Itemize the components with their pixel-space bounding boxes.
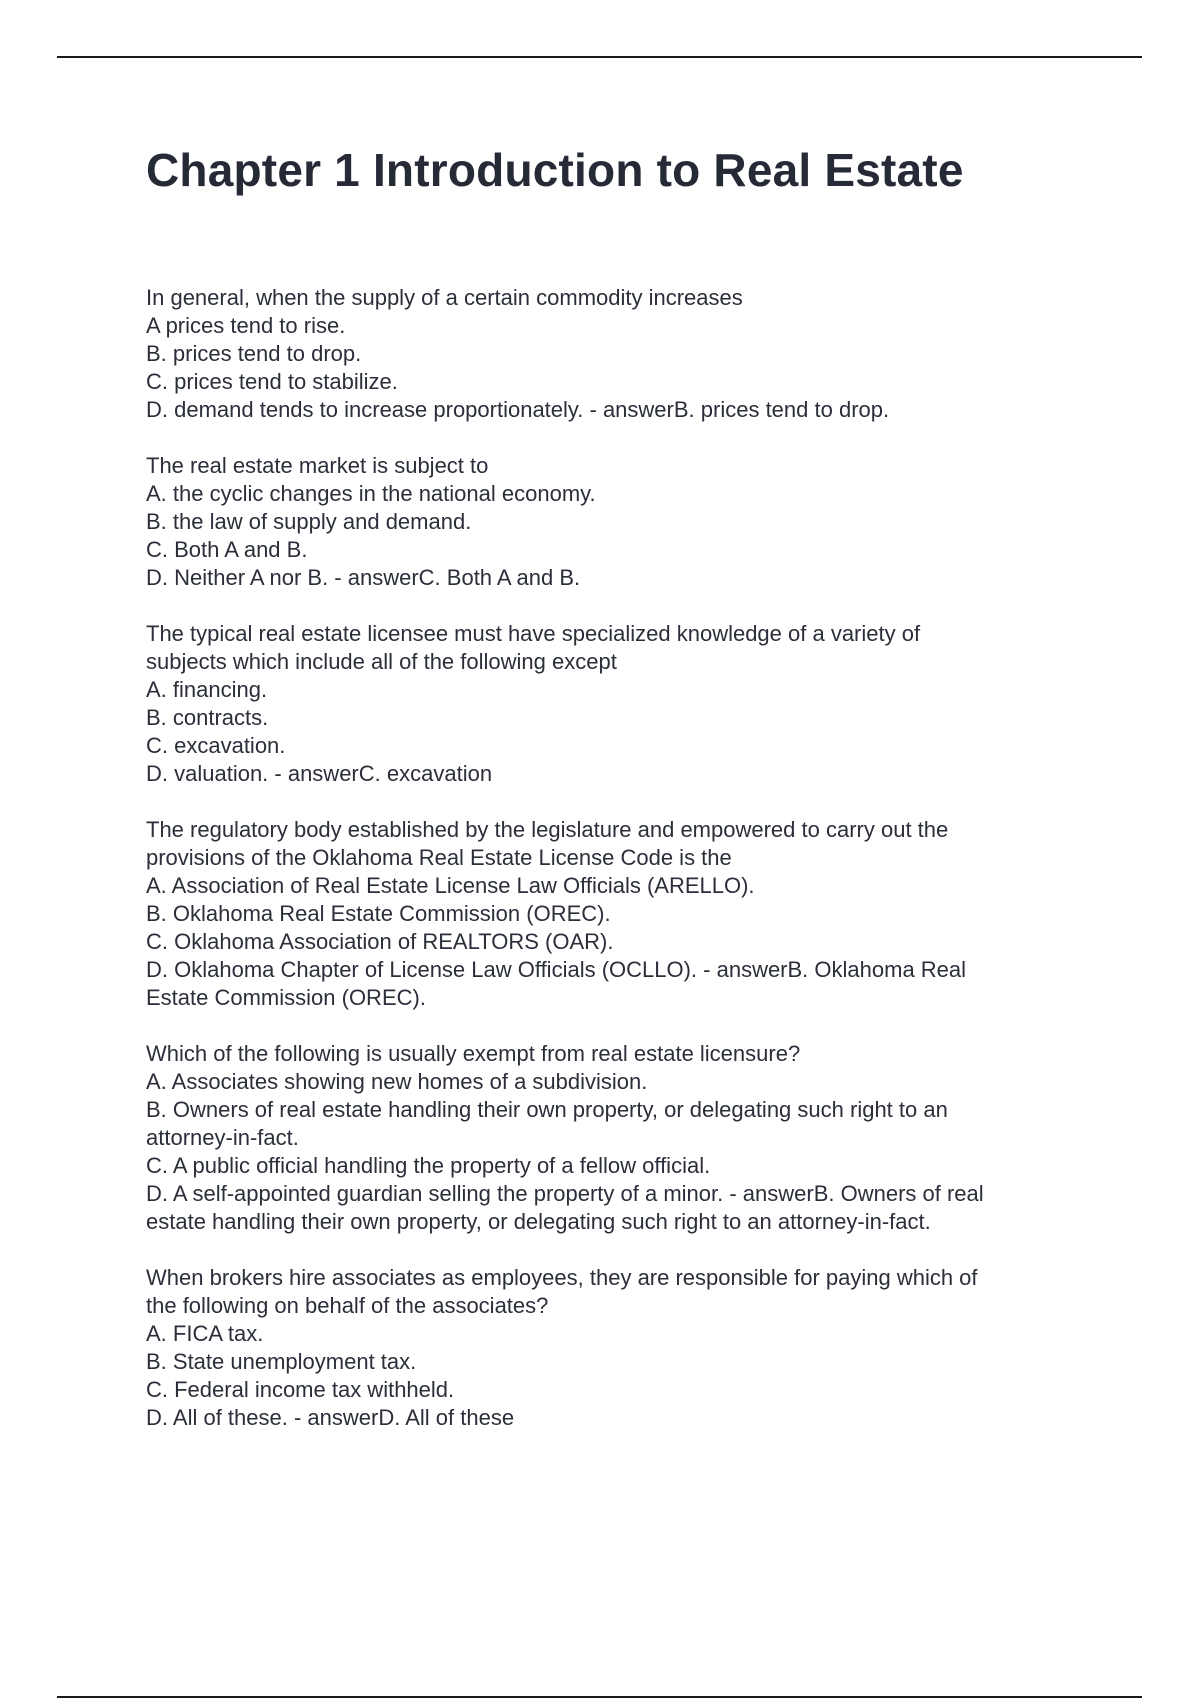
page-title: Chapter 1 Introduction to Real Estate [146, 144, 964, 196]
top-rule [57, 56, 1142, 58]
question-block: The regulatory body established by the legislature and empowered to carry out the provisions of the Oklahoma Real Estate License Code is the A. Association of Real Estate License Law Officials (ARELLO). B. Oklahoma Real Estate Commission (OREC). C. Oklahoma Association of REALTORS (OAR). D. Oklahoma Chapter of License Law Officials (OCLLO). - answerB. Oklahoma Real Estate Commission (OREC). [146, 817, 967, 1010]
question-block: When brokers hire associates as employees, they are responsible for paying which of the following on behalf of the associates? A. FICA tax. B. State unemployment tax. C. Federal income tax withheld. D. All of these. - answerD. All of these [146, 1265, 978, 1430]
question-list [146, 284, 1086, 1460]
question-block: Which of the following is usually exempt from real estate licensure? A. Associates showing new homes of a subdivision. B. Owners of real estate handling their own property, or delegating such right to an attorney-in-fact. C. A public official handling the property of a fellow official. D. A self-appointed guardian selling the property of a minor. - answerB. Owners of real estate handling their own property, or delegating such right to an attorney-in-fact. [146, 1041, 984, 1234]
question-block: In general, when the supply of a certain commodity increases A prices tend to rise. B. prices tend to drop. C. prices tend to stabilize. D. demand tends to increase proportionately. - answerB. prices tend to drop. [146, 285, 890, 422]
bottom-rule [57, 1696, 1142, 1698]
question-block: The real estate market is subject to A. the cyclic changes in the national economy. B. the law of supply and demand. C. Both A and B. D. Neither A nor B. - answerC. Both A and B. [146, 453, 596, 590]
question-block: The typical real estate licensee must have specialized knowledge of a variety of subjects which include all of the following except A. financing. B. contracts. C. excavation. D. valuation. - answerC. excavation [146, 621, 921, 786]
